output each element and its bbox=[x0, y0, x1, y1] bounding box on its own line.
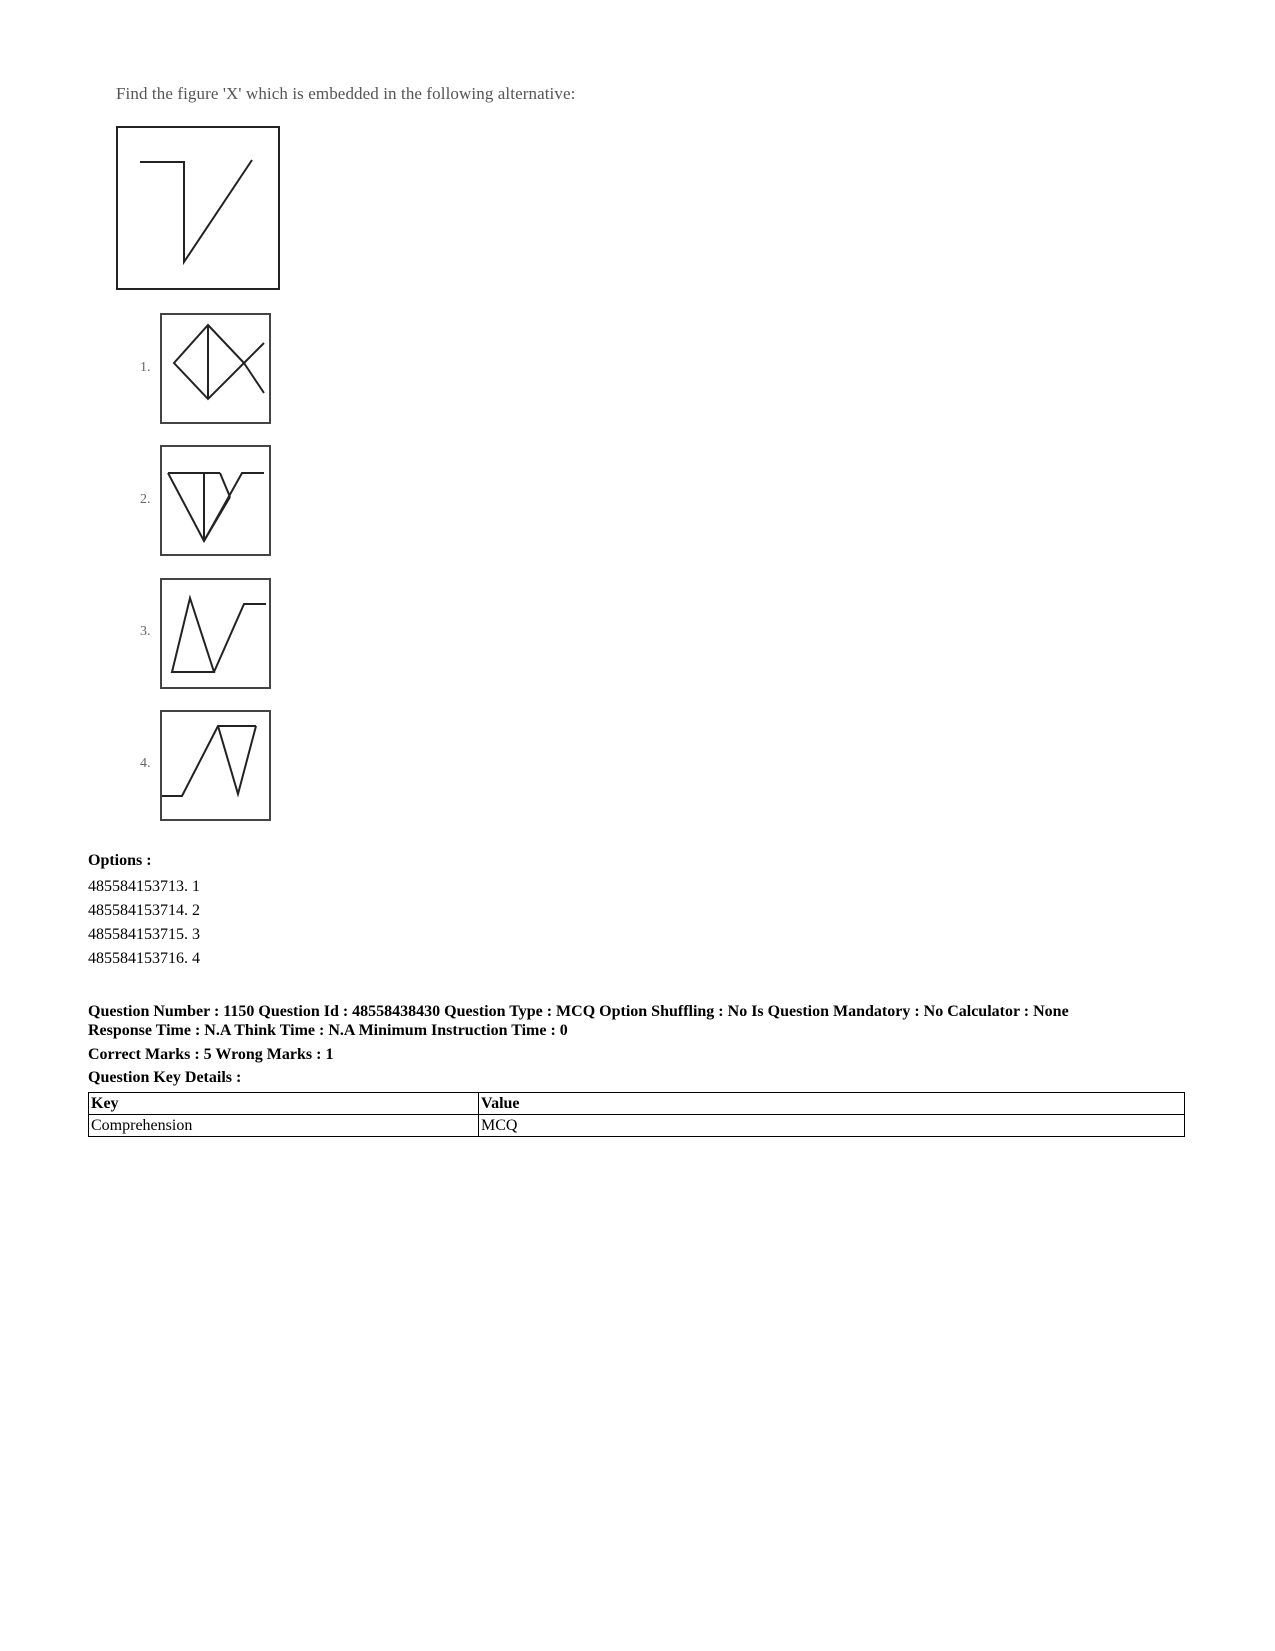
question-key-table bbox=[88, 1092, 1185, 1137]
table-cell-key: Comprehension bbox=[89, 1115, 479, 1137]
table-header-value: Value bbox=[479, 1093, 1185, 1115]
bent-line-figure-icon bbox=[140, 160, 252, 262]
option-item-3[interactable]: 485584153715. 3 bbox=[88, 926, 200, 943]
alternative-label-3: 3. bbox=[140, 624, 151, 639]
triangle-split-figure-icon bbox=[168, 473, 264, 541]
options-list bbox=[88, 875, 200, 971]
alternative-figure-2[interactable] bbox=[160, 445, 271, 556]
zigzag-triangle-figure-icon bbox=[162, 726, 256, 796]
option-item-2[interactable]: 485584153714. 2 bbox=[88, 902, 200, 919]
alternative-figure-1[interactable] bbox=[160, 313, 271, 424]
key-details-heading: Question Key Details : bbox=[88, 1069, 242, 1086]
alternative-figure-3[interactable] bbox=[160, 578, 271, 689]
triangle-zigzag-figure-icon bbox=[172, 598, 214, 672]
question-meta-line-2: Response Time : N.A Think Time : N.A Minimum Instruction Time : 0 bbox=[88, 1022, 568, 1039]
figure-x bbox=[116, 126, 280, 290]
alternative-label-1: 1. bbox=[140, 360, 151, 375]
options-heading: Options : bbox=[88, 852, 152, 869]
table-header-row bbox=[89, 1093, 1185, 1115]
alternative-figure-4[interactable] bbox=[160, 710, 271, 821]
option-item-4[interactable]: 485584153716. 4 bbox=[88, 950, 200, 967]
question-prompt: Find the figure 'X' which is embedded in the following alternative: bbox=[116, 84, 576, 103]
marks-line: Correct Marks : 5 Wrong Marks : 1 bbox=[88, 1046, 334, 1063]
table-cell-value: MCQ bbox=[479, 1115, 1185, 1137]
alternative-label-2: 2. bbox=[140, 492, 151, 507]
alternative-label-4: 4. bbox=[140, 756, 151, 771]
question-meta-line-1: Question Number : 1150 Question Id : 48558438430 Question Type : MCQ Option Shuffling : No Is Question Mandatory : No Calculator : None bbox=[88, 1003, 1069, 1020]
option-item-1[interactable]: 485584153713. 1 bbox=[88, 878, 200, 895]
table-header-key: Key bbox=[89, 1093, 479, 1115]
table-row bbox=[89, 1115, 1185, 1137]
